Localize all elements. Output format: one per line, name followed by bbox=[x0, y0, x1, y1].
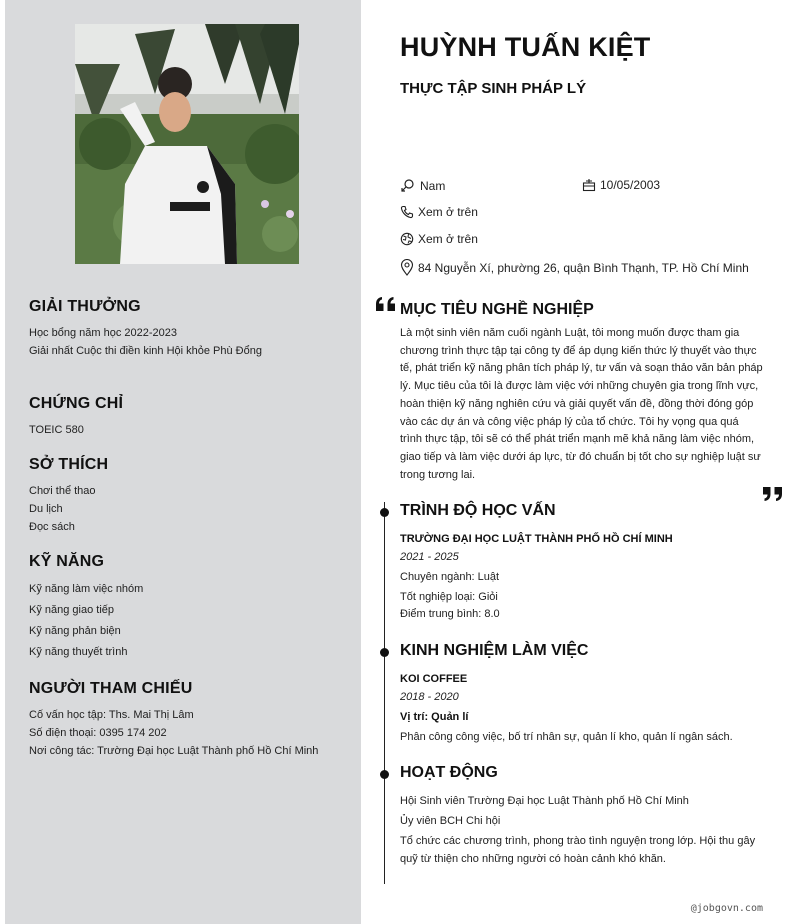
candidate-name: HUỲNH TUẤN KIỆT bbox=[400, 32, 651, 62]
activities-title: HOẠT ĐỘNG bbox=[400, 764, 498, 781]
objective-text bbox=[400, 325, 763, 484]
objective-line: Là một sinh viên năm cuối ngành Luật, tôi mong muốn được tham gia bbox=[400, 327, 740, 339]
phone-info bbox=[400, 205, 478, 219]
objective-line: vào các dự án và công việc pháp lý của tổ chức. Tôi hy vọng qua quá bbox=[400, 415, 739, 428]
education-period: 2021 - 2025 bbox=[400, 551, 459, 563]
timeline-dot bbox=[380, 648, 389, 657]
objective-line: trong tương lai. bbox=[400, 468, 476, 481]
dob-info bbox=[582, 178, 660, 192]
award-item: Giải nhất Cuộc thi điền kinh Hội khỏe Phù Đổng bbox=[29, 345, 262, 357]
objective-title: MỤC TIÊU NGHỀ NGHIỆP bbox=[400, 301, 594, 318]
skills-title: KỸ NĂNG bbox=[29, 553, 105, 570]
experience-position: Vị trí: Quản lí bbox=[400, 711, 469, 723]
experience-title: KINH NGHIỆM LÀM VIỆC bbox=[400, 642, 589, 659]
hobby-item: Đọc sách bbox=[29, 521, 75, 533]
watermark: @jobgovn.com bbox=[690, 903, 763, 914]
company-name: KOI COFFEE bbox=[400, 673, 468, 685]
certificate-item: TOEIC 580 bbox=[29, 424, 84, 436]
references-section bbox=[29, 680, 349, 760]
hobbies-title: SỞ THÍCH bbox=[29, 456, 109, 473]
activity-description bbox=[400, 833, 763, 868]
school-name: TRƯỜNG ĐẠI HỌC LUẬT THÀNH PHỐ HỒ CHÍ MINH bbox=[400, 533, 673, 545]
references-title: NGƯỜI THAM CHIẾU bbox=[29, 680, 193, 697]
awards-section bbox=[29, 298, 349, 360]
phone-icon bbox=[400, 205, 414, 219]
education-major: Chuyên ngành: Luật bbox=[400, 571, 500, 583]
gender-icon bbox=[400, 178, 416, 194]
objective-line: chương trình thực tập tại công ty để áp dụng kiến thức lý thuyết vào thực bbox=[400, 344, 757, 357]
gender-info bbox=[400, 178, 445, 194]
quote-open-icon bbox=[375, 296, 397, 312]
activity-line: Tổ chức các chương trình, phong trào tình nguyện trong lớp. Hội thu gây bbox=[400, 835, 756, 847]
timeline-dot bbox=[380, 770, 389, 779]
reference-item: Nơi công tác: Trường Đại học Luật Thành phố Hồ Chí Minh bbox=[29, 745, 319, 757]
timeline-dot bbox=[380, 508, 389, 517]
dob-value: 10/05/2003 bbox=[600, 178, 661, 192]
skill-item: Kỹ năng làm việc nhóm bbox=[29, 583, 144, 595]
education-rank: Tốt nghiệp loại: Giỏi bbox=[400, 591, 498, 603]
certificates-section bbox=[29, 395, 349, 439]
globe-icon bbox=[400, 232, 414, 246]
address-value: 84 Nguyễn Xí, phường 26, quận Bình Thạnh, TP. Hồ Chí Minh bbox=[418, 260, 749, 275]
objective-line: tế, phát triển kỹ năng phân tích pháp lý, tư vấn và soạn thảo văn bản pháp bbox=[400, 362, 763, 375]
activity-role: Ủy viên BCH Chi hội bbox=[400, 815, 501, 827]
awards-title: GIẢI THƯỞNG bbox=[29, 298, 141, 315]
hobbies-section bbox=[29, 456, 349, 536]
education-gpa: Điểm trung bình: 8.0 bbox=[400, 608, 500, 620]
profile-photo bbox=[75, 24, 299, 264]
award-item: Học bổng năm học 2022-2023 bbox=[29, 327, 177, 339]
website-info bbox=[400, 232, 478, 246]
job-title: THỰC TẬP SINH PHÁP LÝ bbox=[400, 80, 587, 97]
website-value: Xem ở trên bbox=[418, 232, 478, 246]
hobby-item: Chơi thể thao bbox=[29, 485, 96, 497]
quote-close-icon bbox=[761, 486, 783, 502]
hobby-item: Du lịch bbox=[29, 503, 63, 515]
calendar-icon bbox=[582, 178, 596, 192]
objective-line: trình thực tập, tôi sẽ có thể phát triển mạnh mẽ khả năng làm việc nhóm, bbox=[400, 433, 755, 446]
experience-period: 2018 - 2020 bbox=[400, 691, 459, 703]
experience-description: Phân công công việc, bố trí nhân sự, quản lí kho, quản lí ngân sách. bbox=[400, 731, 733, 743]
objective-line: hoàn thiện kỹ năng nghiên cứu và giải quyết vấn đề, đồng thời đóng góp bbox=[400, 397, 754, 410]
reference-item: Số điện thoại: 0395 174 202 bbox=[29, 727, 167, 739]
objective-line: lý. Mục tiêu của tôi là được làm việc với những chuyên gia trong lĩnh vực, bbox=[400, 380, 759, 393]
objective-line: giao tiếp và làm việc dưới áp lực, từ đó chuẩn bị tốt cho sự nghiệp luật sư bbox=[400, 450, 761, 463]
certificates-title: CHỨNG CHỈ bbox=[29, 395, 124, 412]
timeline-line bbox=[384, 502, 385, 884]
skill-item: Kỹ năng thuyết trình bbox=[29, 646, 128, 658]
sidebar bbox=[5, 0, 361, 924]
activity-org: Hội Sinh viên Trường Đại học Luật Thành phố Hồ Chí Minh bbox=[400, 795, 689, 807]
skills-section bbox=[29, 553, 349, 663]
address-info bbox=[400, 259, 749, 276]
activity-line: quỹ từ thiện cho những người có hoàn cảnh khó khăn. bbox=[400, 852, 666, 865]
skill-item: Kỹ năng giao tiếp bbox=[29, 604, 115, 616]
skill-item: Kỹ năng phản biện bbox=[29, 625, 121, 637]
gender-value: Nam bbox=[420, 179, 446, 193]
phone-value: Xem ở trên bbox=[418, 205, 478, 219]
reference-item: Cố vấn học tập: Ths. Mai Thị Lâm bbox=[29, 709, 194, 721]
education-title: TRÌNH ĐỘ HỌC VẤN bbox=[400, 502, 556, 519]
location-icon bbox=[400, 259, 414, 276]
